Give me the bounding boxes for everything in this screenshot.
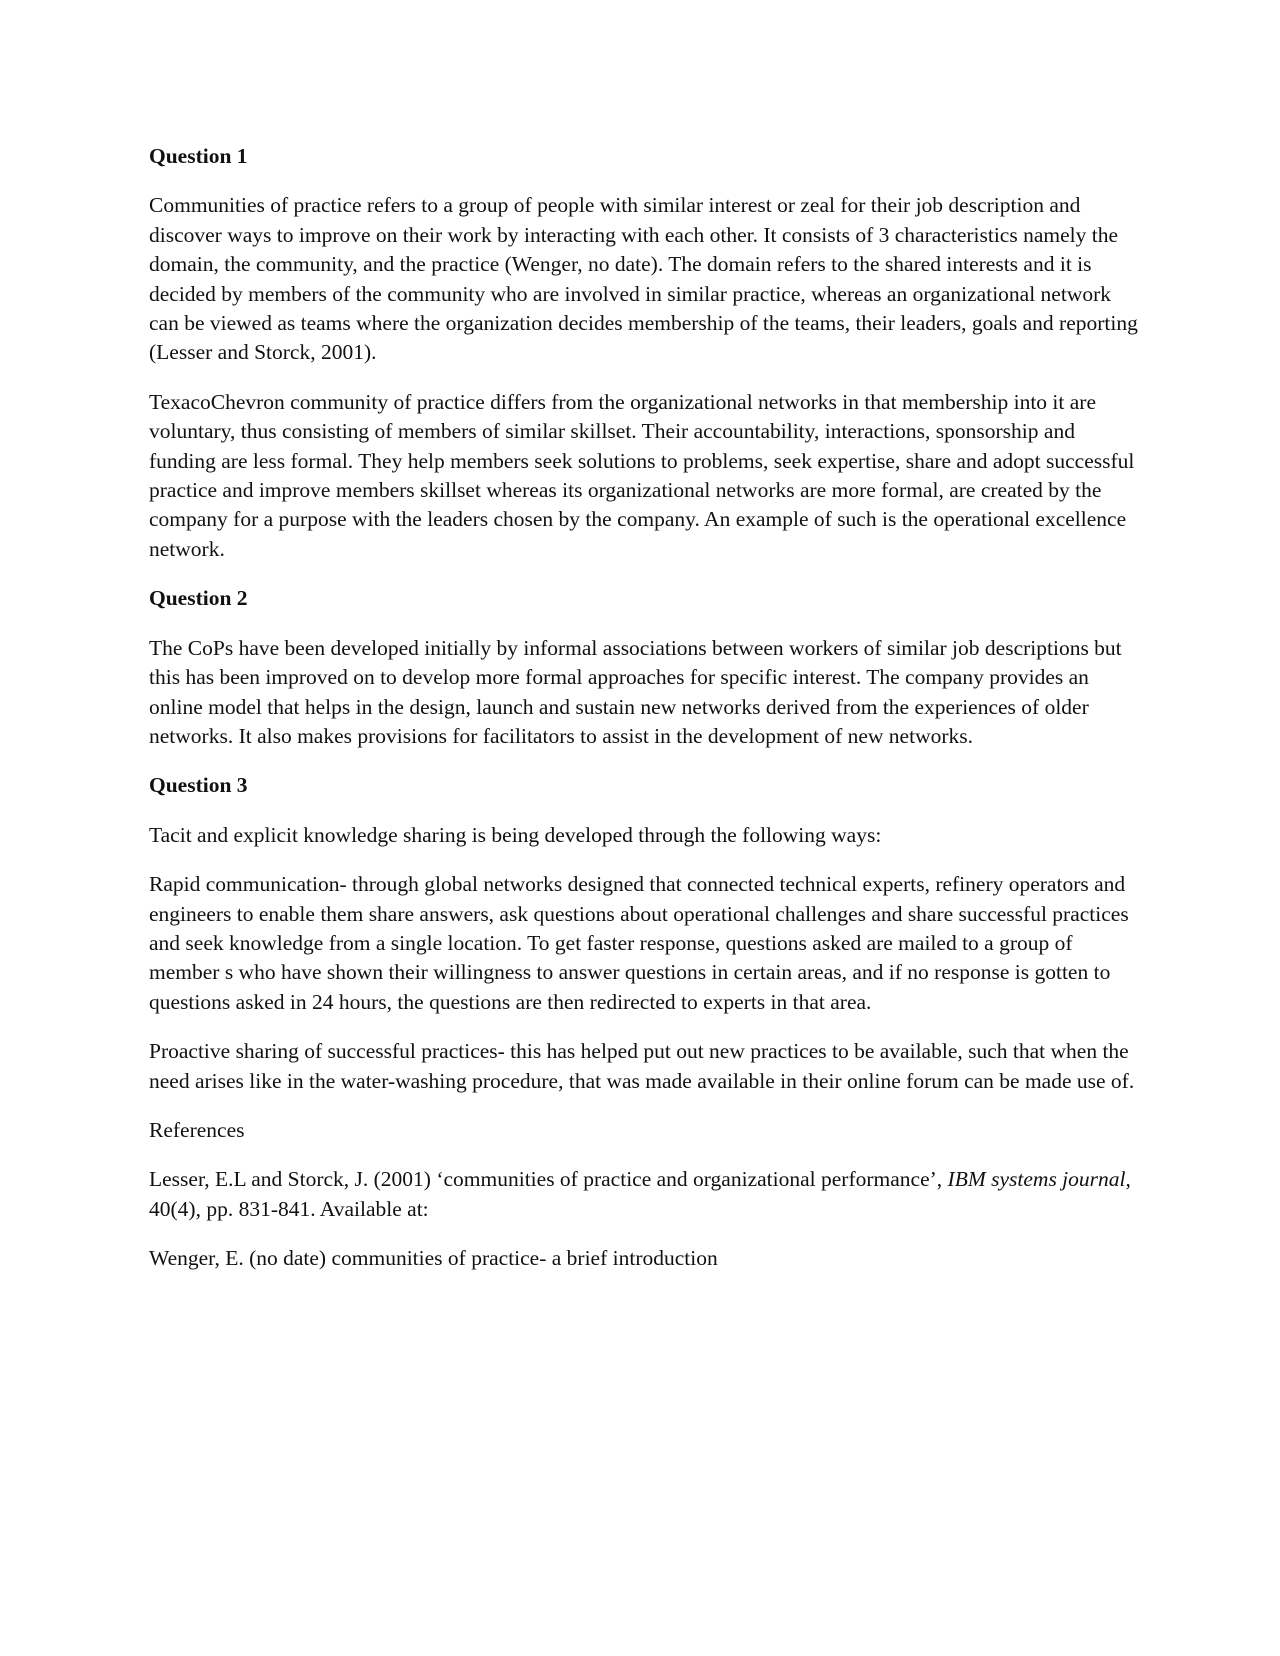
reference-1-journal: IBM systems journal (947, 1167, 1126, 1192)
question-2-paragraph-1: The CoPs have been developed initially by informal associations between workers of similar job descriptions but this has been improved on to develop more formal approaches for specific interest. The company provides an online model that helps in the design, launch and sustain new networks derived from the experiences of older networks. It also makes provisions for facilitators to assist in the development of new networks. (149, 635, 1122, 748)
references-heading: References (149, 1117, 245, 1142)
question-1-paragraph-1: Communities of practice refers to a group of people with similar interest or zeal for their job description and discover ways to improve on their work by interacting with each other. It consists of 3 characteristics namely the domain, the community, and the practice (Wenger, no date). The domain refers to the shared interests and it is decided by members of the community who are involved in similar practice, whereas an organizational network can be viewed as teams where the organization decides membership of the teams, their leaders, goals and reporting (Lesser and Storck, 2001). (149, 193, 1138, 365)
question-3-heading: Question 3 (149, 773, 248, 798)
question-2-heading: Question 2 (149, 586, 248, 611)
question-3-paragraph-1: Tacit and explicit knowledge sharing is being developed through the following ways: (149, 822, 882, 847)
question-1-heading: Question 1 (149, 144, 248, 168)
question-1-paragraph-2: TexacoChevron community of practice differs from the organizational networks in that membership into it are voluntary, thus consisting of members of similar skillset. Their accountability, interactions, sponsorship and funding are less formal. They help members seek solutions to problems, seek expertise, share and adopt successful practice and improve members skillset whereas its organizational networks are more formal, are created by the company for a purpose with the leaders chosen by the company. An example of such is the operational excellence network. (149, 389, 1135, 561)
reference-wenger: Wenger, E. (no date) communities of practice- a brief introduction (149, 1246, 718, 1271)
reference-lesser-storck (149, 1165, 1139, 1224)
question-3-paragraph-3: Proactive sharing of successful practices- this has helped put out new practices to be available, such that when the need arises like in the water-washing procedure, that was made available in their online forum can be made use of. (149, 1039, 1135, 1093)
reference-1-authors-title: Lesser, E.L and Storck, J. (2001) ‘communities of practice and organizational performance’, (149, 1167, 948, 1192)
reference-1-details: , 40(4), pp. 831-841. Available at: (149, 1167, 1131, 1221)
question-3-paragraph-2: Rapid communication- through global networks designed that connected technical experts, refinery operators and engineers to enable them share answers, ask questions about operational challenges and share successful practices and seek knowledge from a single location. To get faster response, questions asked are mailed to a group of member s who have shown their willingness to answer questions in certain areas, and if no response is gotten to questions asked in 24 hours, the questions are then redirected to experts in that area. (149, 872, 1129, 1014)
document-page (149, 142, 1139, 1294)
